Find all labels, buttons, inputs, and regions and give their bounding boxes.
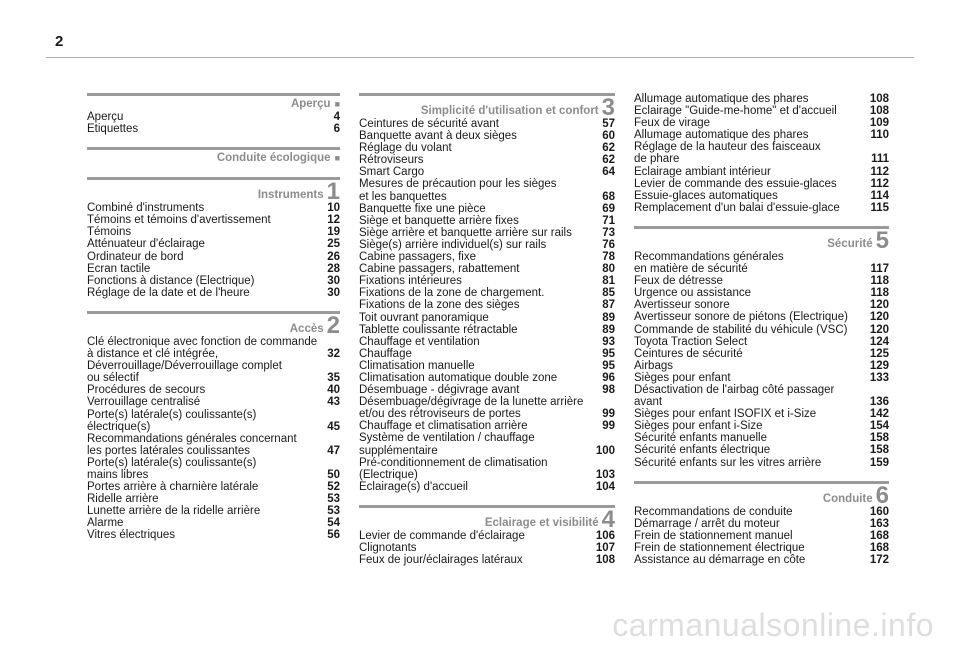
toc-entry[interactable] bbox=[87, 457, 340, 481]
toc-entry[interactable] bbox=[634, 251, 889, 275]
toc-entry[interactable] bbox=[634, 420, 889, 432]
entry-title: Eclairage ambiant intérieur bbox=[634, 165, 771, 178]
toc-entry[interactable] bbox=[87, 336, 340, 360]
toc-entry[interactable] bbox=[87, 493, 340, 505]
toc-entry[interactable] bbox=[359, 372, 615, 384]
entry-title: Aperçu bbox=[87, 111, 124, 123]
entry-title: Témoins bbox=[87, 226, 132, 239]
entry-page-number: 53 bbox=[327, 493, 340, 506]
entry-title: Pré-conditionnement de climatisation (Electrique) bbox=[359, 456, 548, 481]
toc-entry[interactable] bbox=[87, 263, 340, 275]
entry-title: Portes arrière à charnière latérale bbox=[87, 481, 259, 494]
entry-page-number: 45 bbox=[327, 420, 340, 433]
entry-page-number: 25 bbox=[327, 238, 340, 251]
entry-page-number: 108 bbox=[595, 554, 615, 567]
entry-title: Sécurité enfants manuelle bbox=[634, 432, 767, 445]
toc-section bbox=[634, 93, 889, 214]
entry-title: Banquette avant à deux sièges bbox=[359, 130, 517, 143]
entry-page-number: 168 bbox=[869, 529, 889, 542]
entry-title: Ceintures de sécurité avant bbox=[359, 118, 499, 130]
toc-entry[interactable] bbox=[359, 360, 615, 372]
toc-entry[interactable] bbox=[359, 154, 615, 166]
entry-page-number: 71 bbox=[602, 214, 615, 227]
entry-title: Cabine passagers, fixe bbox=[359, 251, 476, 264]
entry-page-number: 112 bbox=[870, 177, 889, 190]
entry-title: Eclairage "Guide-me-home" et d'accueil bbox=[634, 105, 837, 118]
entry-title: Verrouillage centralisé bbox=[87, 396, 201, 409]
entry-page-number: 19 bbox=[327, 226, 340, 239]
entry-title: Climatisation automatique double zone bbox=[359, 371, 558, 384]
entry-title: Ridelle arrière bbox=[87, 493, 159, 506]
entry-page-number: 118 bbox=[870, 287, 889, 300]
entry-page-number: 103 bbox=[595, 468, 615, 481]
entry-title: Alarme bbox=[87, 517, 124, 530]
entry-page-number: 136 bbox=[869, 396, 889, 409]
entry-page-number: 87 bbox=[602, 299, 615, 312]
entry-page-number: 107 bbox=[595, 542, 615, 554]
entry-title: Etiquettes bbox=[87, 123, 139, 136]
toc-entry[interactable] bbox=[359, 166, 615, 178]
toc-entry[interactable] bbox=[359, 554, 615, 566]
toc-entry[interactable] bbox=[634, 444, 889, 456]
toc-entry[interactable] bbox=[634, 554, 889, 566]
entry-page-number: 129 bbox=[869, 359, 889, 372]
entry-page-number: 106 bbox=[595, 529, 615, 542]
toc-entry[interactable] bbox=[359, 239, 615, 251]
entry-title: Clignotants bbox=[359, 542, 417, 554]
entry-title: Feux de virage bbox=[634, 117, 711, 130]
toc-entry[interactable] bbox=[87, 251, 340, 263]
entry-page-number: 154 bbox=[869, 420, 889, 433]
entry-page-number: 124 bbox=[869, 335, 889, 348]
toc-entry[interactable] bbox=[87, 123, 340, 135]
entry-page-number: 60 bbox=[602, 130, 615, 143]
entry-page-number: 160 bbox=[869, 505, 889, 518]
entry-title: Désactivation de l'airbag côté passager avant bbox=[634, 383, 835, 409]
section-header bbox=[87, 311, 340, 339]
entry-title: Allumage automatique des phares bbox=[634, 129, 809, 142]
entry-title: Lunette arrière de la ridelle arrière bbox=[87, 505, 261, 518]
entry-page-number: 85 bbox=[602, 287, 615, 300]
entry-page-number: 30 bbox=[327, 286, 340, 299]
entry-page-number: 76 bbox=[602, 238, 615, 251]
entry-title: Siège et banquette arrière fixes bbox=[359, 214, 519, 227]
entry-title: Porte(s) latérale(s) coulissante(s) électrique(s) bbox=[87, 408, 257, 433]
entry-title: Recommandations générales en matière de sécurité bbox=[634, 250, 784, 276]
entry-page-number: 110 bbox=[870, 129, 889, 142]
entry-page-number: 30 bbox=[327, 274, 340, 287]
section-header bbox=[87, 93, 340, 111]
section-header bbox=[634, 226, 889, 254]
section-bullet: ■ bbox=[334, 99, 340, 109]
toc-entry[interactable] bbox=[359, 251, 615, 263]
toc-entry[interactable] bbox=[634, 166, 889, 178]
toc-entry[interactable] bbox=[634, 518, 889, 530]
toc-entry[interactable] bbox=[87, 481, 340, 493]
toc-entry[interactable] bbox=[87, 287, 340, 299]
toc-entry[interactable] bbox=[634, 287, 889, 299]
entry-title: Rétroviseurs bbox=[359, 154, 424, 167]
entry-page-number: 35 bbox=[327, 372, 340, 385]
page-number: 2 bbox=[55, 33, 64, 50]
entry-title: Ecran tactile bbox=[87, 262, 151, 275]
entry-page-number: 62 bbox=[602, 154, 615, 167]
toc-entry[interactable] bbox=[359, 336, 615, 348]
toc-entry[interactable] bbox=[87, 384, 340, 396]
entry-list bbox=[359, 530, 615, 566]
entry-page-number: 73 bbox=[602, 226, 615, 239]
section-header bbox=[634, 481, 889, 509]
entry-page-number: 104 bbox=[595, 480, 615, 493]
entry-page-number: 80 bbox=[602, 263, 615, 276]
toc-entry[interactable] bbox=[634, 457, 889, 469]
section-number: 3 bbox=[601, 94, 615, 121]
section-number: 5 bbox=[875, 226, 889, 254]
entry-page-number: 120 bbox=[869, 311, 889, 324]
entry-page-number: 89 bbox=[602, 323, 615, 336]
section-header bbox=[359, 505, 615, 533]
entry-title: Ceintures de sécurité bbox=[634, 347, 743, 360]
entry-page-number: 26 bbox=[327, 250, 340, 263]
entry-title: Procédures de secours bbox=[87, 384, 206, 397]
section-title: Sécurité bbox=[827, 237, 873, 250]
entry-title: Smart Cargo bbox=[359, 166, 425, 179]
section-number: 6 bbox=[875, 481, 889, 509]
entry-title: Sécurité enfants sur les vitres arrière bbox=[634, 456, 822, 469]
entry-title: Déverrouillage/Déverrouillage complet ou sélectif bbox=[87, 360, 282, 385]
entry-page-number: 120 bbox=[869, 323, 889, 336]
toc-entry[interactable] bbox=[634, 311, 889, 323]
toc-entry[interactable] bbox=[87, 360, 340, 384]
toc-entry[interactable] bbox=[359, 542, 615, 554]
entry-title: Chauffage bbox=[359, 347, 412, 360]
entry-title: Fixations de la zone de chargement. bbox=[359, 287, 545, 300]
entry-title: Combiné d'instruments bbox=[87, 202, 205, 215]
toc-entry[interactable] bbox=[359, 118, 615, 130]
section-title: Simplicité d'utilisation et confort bbox=[420, 105, 599, 117]
entry-title: Chauffage et climatisation arrière bbox=[359, 420, 528, 433]
entry-page-number: 100 bbox=[595, 444, 615, 457]
toc-column-3 bbox=[634, 93, 889, 578]
entry-page-number: 52 bbox=[327, 481, 340, 494]
section-number: 1 bbox=[326, 178, 340, 206]
toc-section bbox=[634, 226, 889, 469]
entry-title: Recommandations générales concernant les portes latérales coulissantes bbox=[87, 432, 297, 457]
toc-entry[interactable] bbox=[634, 348, 889, 360]
entry-page-number: 120 bbox=[869, 299, 889, 312]
entry-title: Avertisseur sonore de piétons (Electrique) bbox=[634, 311, 848, 324]
toc-column-2 bbox=[359, 93, 615, 578]
entry-title: Sièges pour enfant i-Size bbox=[634, 420, 763, 433]
entry-page-number: 108 bbox=[869, 93, 889, 105]
entry-list bbox=[634, 506, 889, 566]
entry-title: Frein de stationnement manuel bbox=[634, 529, 793, 542]
entry-title: Porte(s) latérale(s) coulissante(s) mains libres bbox=[87, 456, 257, 481]
entry-list bbox=[359, 118, 615, 493]
entry-list bbox=[634, 93, 889, 214]
entry-page-number: 43 bbox=[327, 396, 340, 409]
toc-entry[interactable] bbox=[634, 324, 889, 336]
entry-page-number: 125 bbox=[869, 347, 889, 360]
toc-section bbox=[634, 481, 889, 566]
entry-title: Recommandations de conduite bbox=[634, 505, 793, 518]
entry-page-number: 47 bbox=[327, 444, 340, 457]
entry-page-number: 32 bbox=[327, 348, 340, 361]
toc-entry[interactable] bbox=[359, 130, 615, 142]
toc-entry[interactable] bbox=[359, 178, 615, 202]
entry-page-number: 142 bbox=[869, 408, 889, 421]
entry-title: Sécurité enfants électrique bbox=[634, 444, 771, 457]
toc-section bbox=[359, 505, 615, 566]
toc-entry[interactable] bbox=[634, 93, 889, 105]
toc-entry[interactable] bbox=[359, 227, 615, 239]
toc-entry[interactable] bbox=[634, 408, 889, 420]
section-title: Conduite bbox=[822, 492, 873, 505]
toc-entry[interactable] bbox=[87, 433, 340, 457]
toc-section bbox=[87, 311, 340, 542]
toc-section bbox=[87, 177, 340, 299]
entry-page-number: 81 bbox=[602, 275, 615, 288]
toc-entry[interactable] bbox=[634, 141, 889, 165]
entry-title: Levier de commande d'éclairage bbox=[359, 529, 525, 542]
section-number: 2 bbox=[326, 311, 340, 339]
toc-entry[interactable] bbox=[359, 384, 615, 396]
toc-entry[interactable] bbox=[634, 360, 889, 372]
toc-entry[interactable] bbox=[359, 142, 615, 154]
toc-column-1 bbox=[87, 93, 340, 554]
toc-entry[interactable] bbox=[634, 105, 889, 117]
entry-title: Feux de détresse bbox=[634, 275, 723, 288]
toc-entry[interactable] bbox=[359, 263, 615, 275]
toc-section bbox=[359, 93, 615, 493]
entry-page-number: 54 bbox=[327, 517, 340, 530]
entry-page-number: 10 bbox=[327, 202, 340, 215]
entry-page-number: 109 bbox=[869, 117, 889, 130]
entry-title: Allumage automatique des phares bbox=[634, 93, 809, 105]
entry-list bbox=[87, 111, 340, 135]
entry-title: Assistance au démarrage en côte bbox=[634, 554, 806, 566]
entry-page-number: 28 bbox=[327, 262, 340, 275]
entry-page-number: 115 bbox=[870, 201, 889, 214]
entry-page-number: 158 bbox=[869, 444, 889, 457]
toc-entry[interactable] bbox=[359, 348, 615, 360]
entry-page-number: 93 bbox=[602, 335, 615, 348]
toc-entry[interactable] bbox=[87, 111, 340, 123]
entry-page-number: 78 bbox=[602, 251, 615, 264]
entry-page-number: 168 bbox=[869, 541, 889, 554]
entry-title: Siège(s) arrière individuel(s) sur rails bbox=[359, 238, 547, 251]
entry-page-number: 12 bbox=[327, 214, 340, 227]
entry-page-number: 95 bbox=[602, 359, 615, 372]
entry-title: Système de ventilation / chauffage supplémentaire bbox=[359, 432, 535, 457]
section-title: Instruments bbox=[257, 189, 324, 202]
entry-title: Atténuateur d'éclairage bbox=[87, 238, 205, 251]
toc-entry[interactable] bbox=[634, 384, 889, 408]
section-title: Conduite écologique bbox=[216, 152, 331, 165]
toc-entry[interactable] bbox=[634, 202, 889, 214]
section-bullet: ■ bbox=[334, 153, 340, 164]
toc-entry[interactable] bbox=[87, 238, 340, 250]
toc-entry[interactable] bbox=[634, 299, 889, 311]
toc-entry[interactable] bbox=[359, 420, 615, 432]
entry-list bbox=[634, 251, 889, 469]
toc-entry[interactable] bbox=[87, 275, 340, 287]
entry-page-number: 98 bbox=[602, 384, 615, 397]
entry-page-number: 158 bbox=[869, 432, 889, 445]
entry-page-number: 96 bbox=[602, 371, 615, 384]
entry-title: Désembuage - dégivrage avant bbox=[359, 384, 520, 397]
entry-title: Feux de jour/éclairages latéraux bbox=[359, 554, 523, 567]
entry-title: Sièges pour enfant bbox=[634, 371, 731, 384]
entry-title: Essuie-glaces automatiques bbox=[634, 189, 778, 202]
entry-title: Sièges pour enfant ISOFIX et i-Size bbox=[634, 408, 817, 421]
toc-entry[interactable] bbox=[634, 432, 889, 444]
toc-entry[interactable] bbox=[634, 275, 889, 287]
entry-page-number: 53 bbox=[327, 505, 340, 518]
entry-title: Tablette coulissante rétractable bbox=[359, 323, 518, 336]
toc-entry[interactable] bbox=[359, 203, 615, 215]
entry-page-number: 4 bbox=[333, 111, 340, 123]
toc-entry[interactable] bbox=[634, 530, 889, 542]
entry-page-number: 159 bbox=[869, 456, 889, 469]
entry-page-number: 40 bbox=[327, 384, 340, 397]
watermark: carmanualsonline.info bbox=[612, 607, 934, 643]
entry-page-number: 99 bbox=[602, 420, 615, 433]
entry-page-number: 111 bbox=[871, 153, 889, 166]
section-header bbox=[359, 93, 615, 121]
entry-title: Désembuage/dégivrage de la lunette arrière et/ou des rétroviseurs de portes bbox=[359, 396, 584, 421]
toc-entry[interactable] bbox=[634, 506, 889, 518]
toc-entry[interactable] bbox=[87, 529, 340, 541]
toc-entry[interactable] bbox=[359, 432, 615, 456]
entry-page-number: 108 bbox=[869, 105, 889, 118]
toc-entry[interactable] bbox=[634, 372, 889, 384]
entry-page-number: 68 bbox=[602, 190, 615, 203]
toc-section bbox=[87, 93, 340, 135]
toc-entry[interactable] bbox=[359, 396, 615, 420]
section-title: Accès bbox=[289, 322, 324, 335]
entry-title: Vitres électriques bbox=[87, 529, 175, 542]
toc-entry[interactable] bbox=[87, 226, 340, 238]
toc-entry[interactable] bbox=[87, 396, 340, 408]
section-header bbox=[87, 177, 340, 206]
entry-page-number: 64 bbox=[602, 166, 615, 179]
entry-page-number: 117 bbox=[870, 263, 889, 276]
entry-title: Réglage de la date et de l'heure bbox=[87, 286, 250, 299]
entry-title: Banquette fixe une pièce bbox=[359, 202, 486, 215]
entry-title: Chauffage et ventilation bbox=[359, 335, 480, 348]
entry-title: Clé électronique avec fonction de commande à distance et clé intégrée, bbox=[87, 335, 318, 361]
entry-page-number: 69 bbox=[602, 202, 615, 215]
toc-entry[interactable] bbox=[87, 505, 340, 517]
entry-title: Frein de stationnement électrique bbox=[634, 541, 805, 554]
toc-entry[interactable] bbox=[359, 275, 615, 287]
entry-title: Réglage de la hauteur des faisceaux de phare bbox=[634, 141, 821, 166]
entry-title: Témoins et témoins d'avertissement bbox=[87, 214, 271, 227]
entry-page-number: 6 bbox=[333, 123, 340, 136]
section-header bbox=[87, 147, 340, 165]
entry-page-number: 112 bbox=[870, 165, 889, 178]
entry-title: Mesures de précaution pour les sièges et les banquettes bbox=[359, 178, 557, 203]
toc-entry[interactable] bbox=[634, 117, 889, 129]
entry-page-number: 172 bbox=[869, 554, 889, 566]
entry-title: Climatisation manuelle bbox=[359, 359, 475, 372]
toc-section bbox=[87, 147, 340, 165]
entry-title: Remplacement d'un balai d'essuie-glace bbox=[634, 201, 840, 214]
entry-page-number: 57 bbox=[602, 118, 615, 130]
entry-title: Réglage du volant bbox=[359, 142, 452, 155]
entry-list bbox=[87, 336, 340, 542]
entry-title: Fonctions à distance (Electrique) bbox=[87, 274, 255, 287]
entry-title: Fixations de la zone des sièges bbox=[359, 299, 520, 312]
toc-entry[interactable] bbox=[359, 215, 615, 227]
entry-page-number: 89 bbox=[602, 311, 615, 324]
entry-title: Toit ouvrant panoramique bbox=[359, 311, 489, 324]
entry-title: Toyota Traction Select bbox=[634, 335, 748, 348]
entry-page-number: 99 bbox=[602, 408, 615, 421]
entry-page-number: 133 bbox=[869, 371, 889, 384]
section-title: Eclairage et visibilité bbox=[484, 516, 599, 529]
entry-title: Ordinateur de bord bbox=[87, 250, 184, 263]
section-number: 4 bbox=[601, 505, 615, 533]
entry-title: Airbags bbox=[634, 359, 673, 372]
entry-title: Fixations intérieures bbox=[359, 275, 462, 288]
toc-entry[interactable] bbox=[87, 517, 340, 529]
entry-page-number: 114 bbox=[870, 189, 889, 202]
toc-entry[interactable] bbox=[87, 202, 340, 214]
entry-page-number: 95 bbox=[602, 347, 615, 360]
entry-title: Eclairage(s) d'accueil bbox=[359, 480, 468, 493]
toc-entry[interactable] bbox=[87, 214, 340, 226]
entry-page-number: 56 bbox=[327, 529, 340, 542]
entry-title: Avertisseur sonore bbox=[634, 299, 730, 312]
entry-title: Siège arrière et banquette arrière sur rails bbox=[359, 226, 572, 239]
toc-entry[interactable] bbox=[359, 481, 615, 493]
toc-entry[interactable] bbox=[634, 190, 889, 202]
entry-title: Cabine passagers, rabattement bbox=[359, 263, 520, 276]
section-title: Aperçu bbox=[290, 98, 331, 110]
entry-title: Levier de commande des essuie-glaces bbox=[634, 177, 837, 190]
entry-title: Démarrage / arrêt du moteur bbox=[634, 517, 780, 530]
toc-entry[interactable] bbox=[87, 409, 340, 433]
entry-title: Commande de stabilité du véhicule (VSC) bbox=[634, 323, 848, 336]
toc-entry[interactable] bbox=[634, 336, 889, 348]
toc-entry[interactable] bbox=[359, 530, 615, 542]
entry-list bbox=[87, 202, 340, 299]
entry-page-number: 118 bbox=[870, 275, 889, 288]
toc-entry[interactable] bbox=[359, 287, 615, 299]
entry-page-number: 62 bbox=[602, 142, 615, 155]
toc-entry[interactable] bbox=[359, 312, 615, 324]
toc-entry[interactable] bbox=[634, 542, 889, 554]
toc-entry[interactable] bbox=[359, 299, 615, 311]
toc-entry[interactable] bbox=[359, 324, 615, 336]
entry-page-number: 163 bbox=[869, 517, 889, 530]
entry-title: Urgence ou assistance bbox=[634, 287, 751, 300]
toc-entry[interactable] bbox=[634, 129, 889, 141]
toc-entry[interactable] bbox=[634, 178, 889, 190]
entry-page-number: 50 bbox=[327, 468, 340, 481]
toc-entry[interactable] bbox=[359, 457, 615, 481]
top-divider bbox=[46, 57, 914, 58]
